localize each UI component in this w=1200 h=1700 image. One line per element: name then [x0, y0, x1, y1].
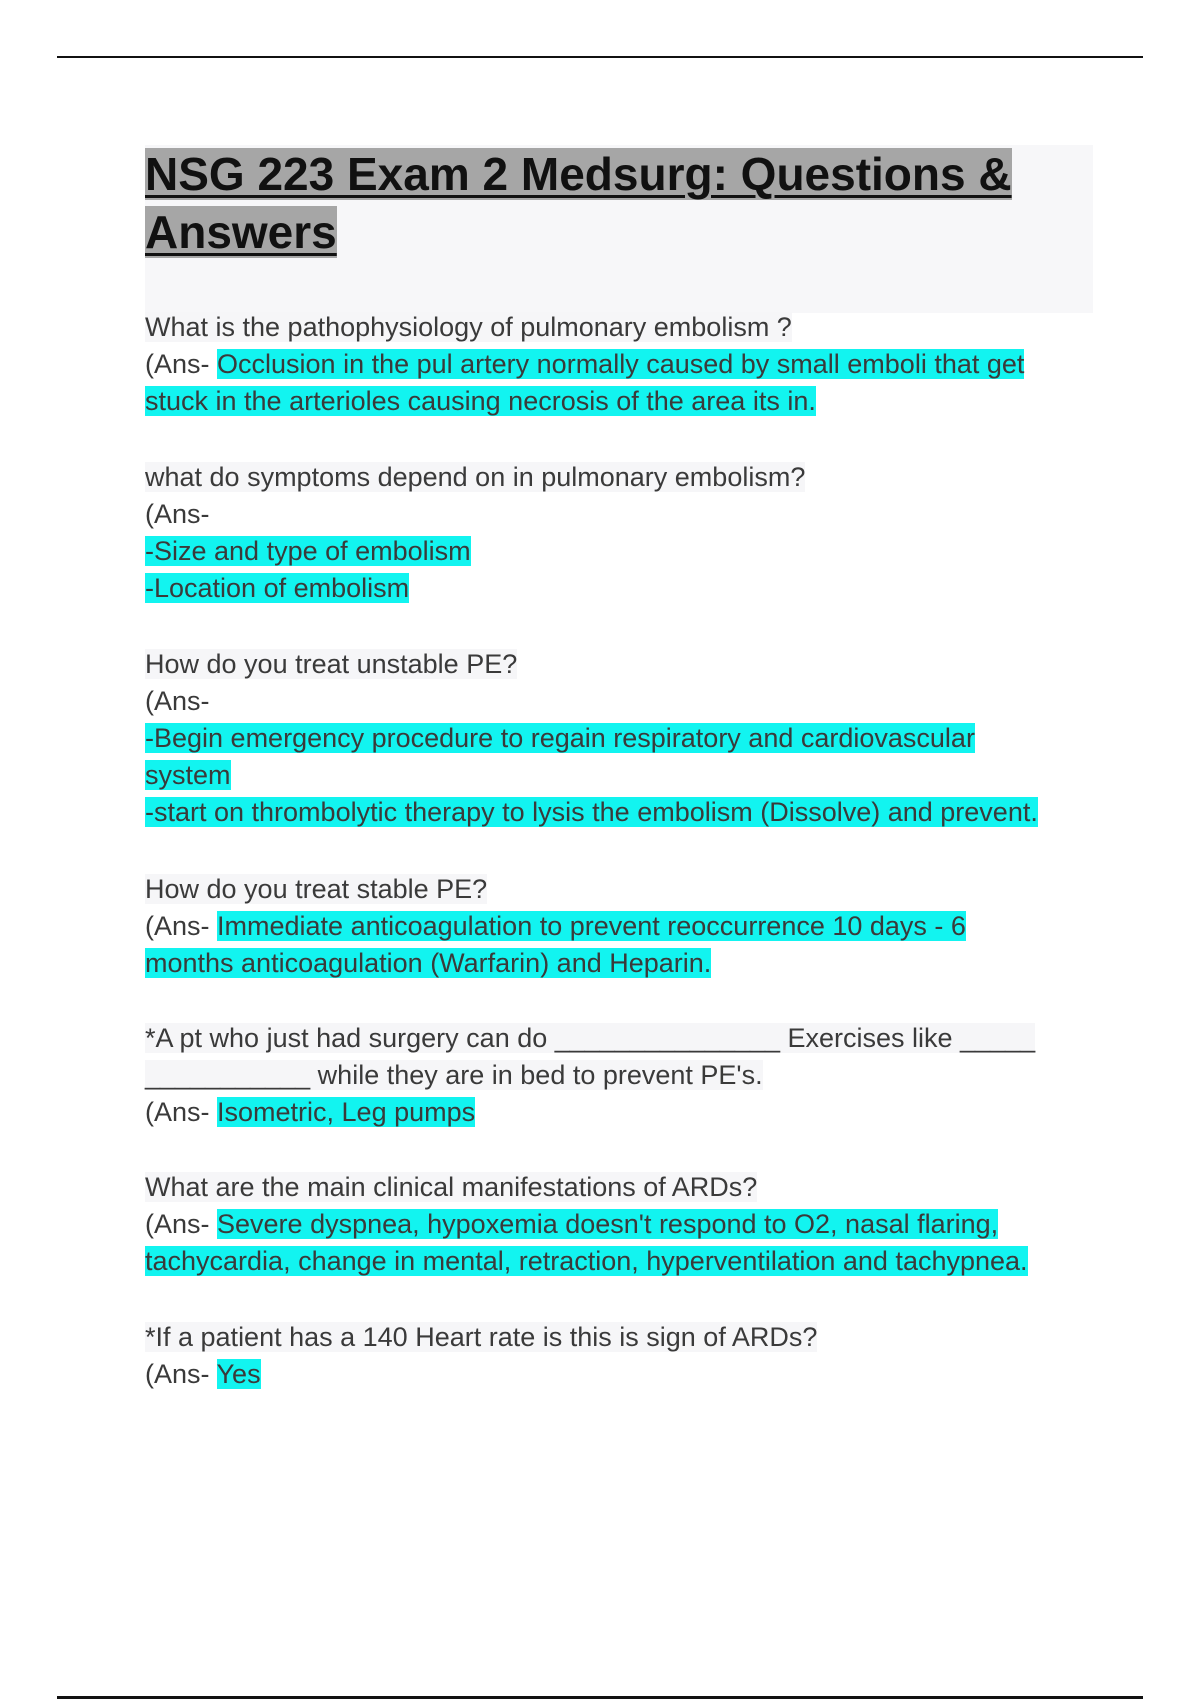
answer-line: -Begin emergency procedure to regain respiratory and cardiovascular system — [145, 723, 975, 790]
title-block — [145, 145, 1093, 313]
answer-line: -Location of embolism — [145, 573, 410, 603]
answer-block — [145, 1094, 1085, 1131]
qa-item-6 — [145, 1169, 1085, 1280]
answer-highlight: Immediate anticoagulation to prevent reoccurrence 10 days - 6 months anticoagulation (Warfarin) and Heparin. — [145, 911, 966, 978]
answer-prefix: (Ans- — [145, 1359, 217, 1389]
question-text: How do you treat unstable PE? — [145, 649, 518, 679]
page-top-rule — [57, 56, 1143, 58]
answer-prefix: (Ans- — [145, 686, 210, 716]
answer-highlight: Occlusion in the pul artery normally caused by small emboli that get stuck in the arterioles causing necrosis of the area its in. — [145, 349, 1025, 416]
answer-prefix: (Ans- — [145, 1097, 218, 1127]
answer-highlight: Isometric, Leg pumps — [217, 1097, 476, 1127]
answer-highlight: Yes — [216, 1359, 261, 1389]
page-bottom-rule — [57, 1696, 1143, 1699]
answer-prefix: (Ans- — [145, 499, 210, 529]
answer-block — [145, 1356, 1085, 1393]
question-text: What is the pathophysiology of pulmonary embolism ? — [145, 312, 792, 342]
answer-line: -Size and type of embolism — [145, 536, 471, 566]
question-text: *A pt who just had surgery can do _______________ Exercises like _____ ___________ while they are in bed to prevent PE's. — [145, 1023, 1036, 1090]
page-title: NSG 223 Exam 2 Medsurg: Questions & Answers — [145, 148, 1012, 258]
answer-prefix: (Ans- — [145, 349, 218, 379]
qa-item-4 — [145, 871, 1085, 982]
answer-prefix: (Ans- — [145, 911, 218, 941]
answer-block — [145, 908, 1015, 982]
question-text: *If a patient has a 140 Heart rate is this is sign of ARDs? — [145, 1322, 818, 1352]
question-text: How do you treat stable PE? — [145, 874, 488, 904]
answer-block — [145, 346, 1085, 420]
question-text: What are the main clinical manifestations of ARDs? — [145, 1172, 758, 1202]
qa-item-7 — [145, 1319, 1085, 1393]
qa-item-1 — [145, 309, 1085, 420]
answer-prefix: (Ans- — [145, 1209, 218, 1239]
qa-item-5 — [145, 1020, 1085, 1131]
answer-block — [145, 1206, 1075, 1280]
answer-highlight: Severe dyspnea, hypoxemia doesn't respond to O2, nasal flaring, tachycardia, change in mental, retraction, hyperventilation and tachypnea. — [145, 1209, 1028, 1276]
qa-item-2 — [145, 459, 1085, 607]
question-text: what do symptoms depend on in pulmonary embolism? — [145, 462, 806, 492]
answer-line: -start on thrombolytic therapy to lysis the embolism (Dissolve) and prevent. — [145, 797, 1038, 827]
qa-item-3 — [145, 646, 1085, 831]
